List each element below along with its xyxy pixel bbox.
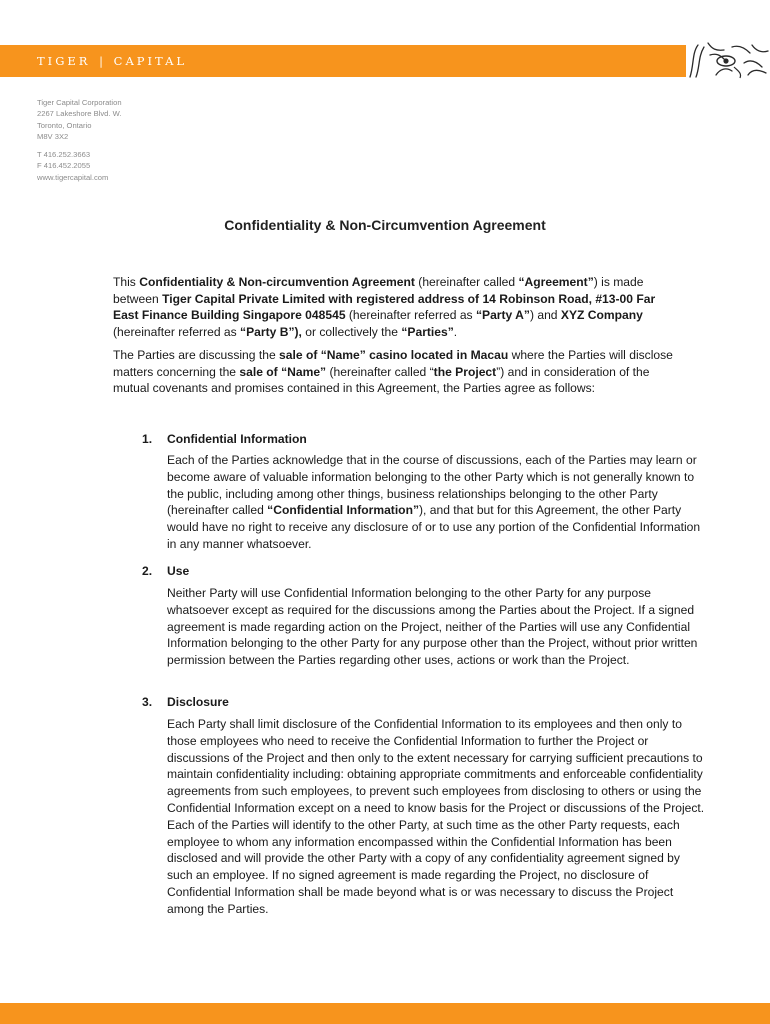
section-number: 1.	[142, 432, 153, 446]
brand-separator: |	[99, 54, 103, 68]
company-name: Tiger Capital Corporation	[37, 98, 122, 107]
document-title: Confidentiality & Non-Circumvention Agreement	[224, 217, 546, 233]
section-heading: Disclosure	[167, 695, 229, 709]
phone-number: T 416.252.3663	[37, 150, 91, 160]
city-line: Toronto, Ontario	[37, 120, 92, 130]
website: www.tigercapital.com	[37, 172, 109, 182]
brand-tiger: TIGER	[37, 54, 91, 68]
section-body: Each Party shall limit disclosure of the Confidential Information to its employees and then only to those employees who need to receive the Confidential Information to further the Project or discussions of the Project and then only to the extent necessary for carrying sufficient precautions to maintain confidentiality including: obtaining appropriate commitments and enforceable confidentiality agreements from such employees, to prevent such employees from disclosing to others or using the Confidential Information except on a need to know basis for the Project or discussions of the Project. Each of the Parties will identify to the other Party, at such time as the other Party requests, each employee to whom any information encompassed within the Confidential Information has been disclosed and will provide the other Party with a copy of any confidentiality agreement signed by such an employee. If no signed agreement is made regarding the Project, no disclosure of Confidential Information shall be made beyond what is or was necessary to discuss the Project among the Parties.	[167, 717, 705, 916]
brand-capital: CAPITAL	[113, 54, 188, 68]
section-heading: Confidential Information	[167, 432, 307, 446]
intro-paragraph: This Confidentiality & Non-circumvention Agreement (hereinafter called “Agreement”) is made between Tiger Capital Private Limited with registered address of 14 Robinson Road, #13-00 Far East Finance Building Singapore 048545 (hereinafter referred as “Party A”) and XYZ Company (hereinafter referred as “Party B”), or collectively the “Parties”.	[113, 275, 656, 339]
brand-wordmark	[37, 54, 187, 68]
purpose-paragraph: The Parties are discussing the sale of “Name” casino located in Macau where the Parties will disclose matters concerning the sale of “Name” (hereinafter called “the Project”) and in consideration of the mutual covenants and promises contained in this Agreement, the Parties agree as follows:	[113, 348, 673, 396]
section-number: 2.	[142, 564, 153, 578]
fax-number: F 416.452.2055	[37, 161, 91, 171]
section-number: 3.	[142, 695, 153, 709]
header-banner	[0, 45, 770, 77]
section-heading: Use	[167, 564, 190, 578]
section-body: Each of the Parties acknowledge that in the course of discussions, each of the Parties may learn or become aware of valuable information belonging to the other Party which is not generally known to the public, including among other things, business relationships belonging to the other Party (hereinafter called “Confidential Information”), and that but for this Agreement, the other Party would have no right to receive any disclosure of or to use any portion of the Confidential Information in any manner whatsoever.	[167, 453, 701, 551]
tiger-face-icon	[686, 41, 770, 79]
postal-code: M8V 3X2	[37, 131, 69, 141]
section-body: Neither Party will use Confidential Information belonging to the other Party for any purpose whatsoever except as required for the discussions among the Parties about the Project. If a signed agreement is made regarding action on the Project, neither of the Parties will use any Confidential Information belonging to the other Party for any purpose other than the Project, without prior written permission between the Parties regarding other uses, actions or work than the Project.	[167, 586, 698, 668]
street-address: 2267 Lakeshore Blvd. W.	[37, 109, 122, 119]
company-address	[37, 97, 122, 183]
footer-bar	[0, 1003, 770, 1024]
